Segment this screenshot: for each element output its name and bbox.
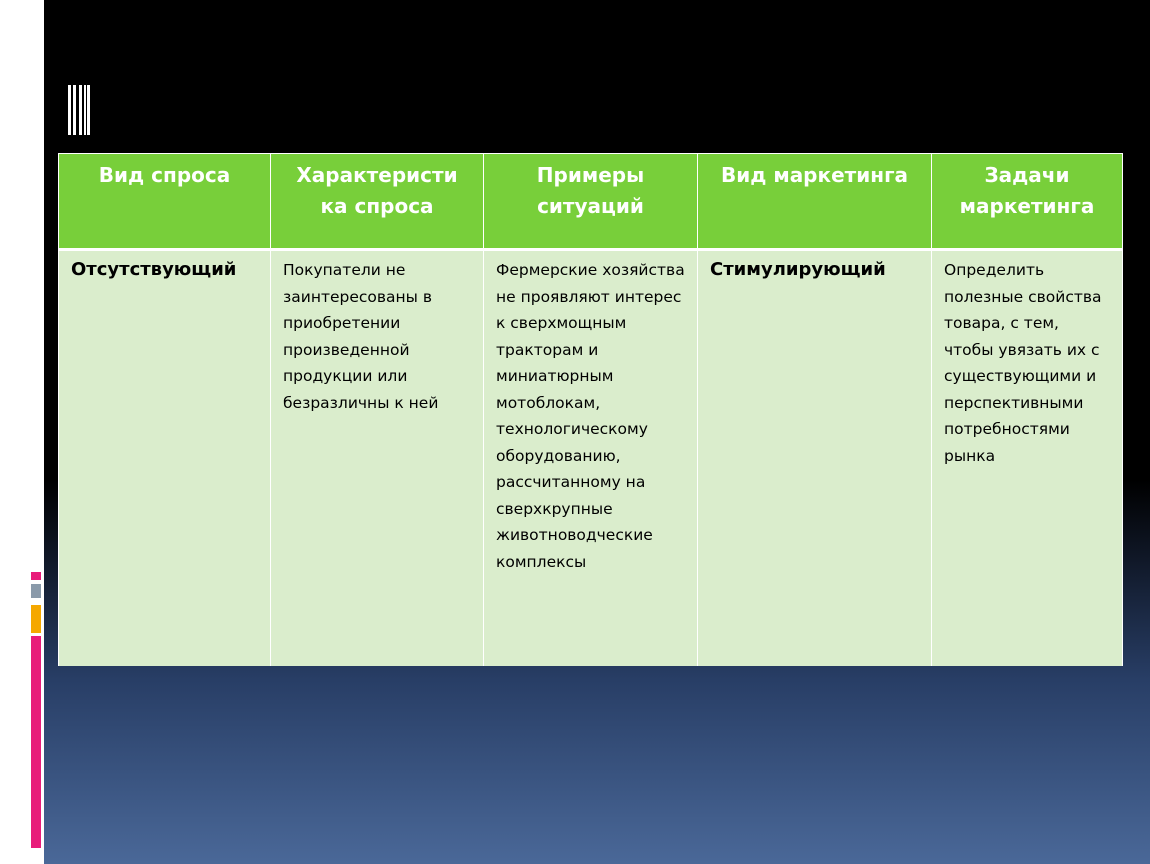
header-marketing-tasks: Задачи маркетинга: [932, 154, 1123, 250]
decor-bar-pink-bottom: [31, 636, 41, 848]
table-header-row: [59, 154, 1123, 250]
header-examples: Примеры ситуаций: [484, 154, 698, 250]
header-marketing-type: Вид маркетинга: [698, 154, 932, 250]
table-row: [59, 250, 1123, 667]
cell-marketing-type: Стимулирующий: [698, 250, 932, 667]
decor-bar-pink-top: [31, 572, 41, 580]
title-bars-icon: [68, 85, 90, 135]
decor-bar-orange: [31, 605, 41, 633]
decor-bar-grey: [31, 584, 41, 598]
demand-marketing-table: [58, 153, 1123, 666]
cell-examples: Фермерские хозяйства не проявляют интерес к сверхмощным тракторам и миниатюрным мотоблокам, технологическому оборудованию, рассчитанному на сверхкрупные животноводческие комплексы: [484, 250, 698, 667]
cell-demand-characteristics: Покупатели не заинтересованы в приобретении произведенной продукции или безразличны к ней: [271, 250, 484, 667]
header-demand-characteristics: Характеристи ка спроса: [271, 154, 484, 250]
cell-marketing-tasks: Определить полезные свойства товара, с тем, чтобы увязать их с существующими и перспективными потребностями рынка: [932, 250, 1123, 667]
header-demand-type: Вид спроса: [59, 154, 271, 250]
cell-demand-type: Отсутствующий: [59, 250, 271, 667]
